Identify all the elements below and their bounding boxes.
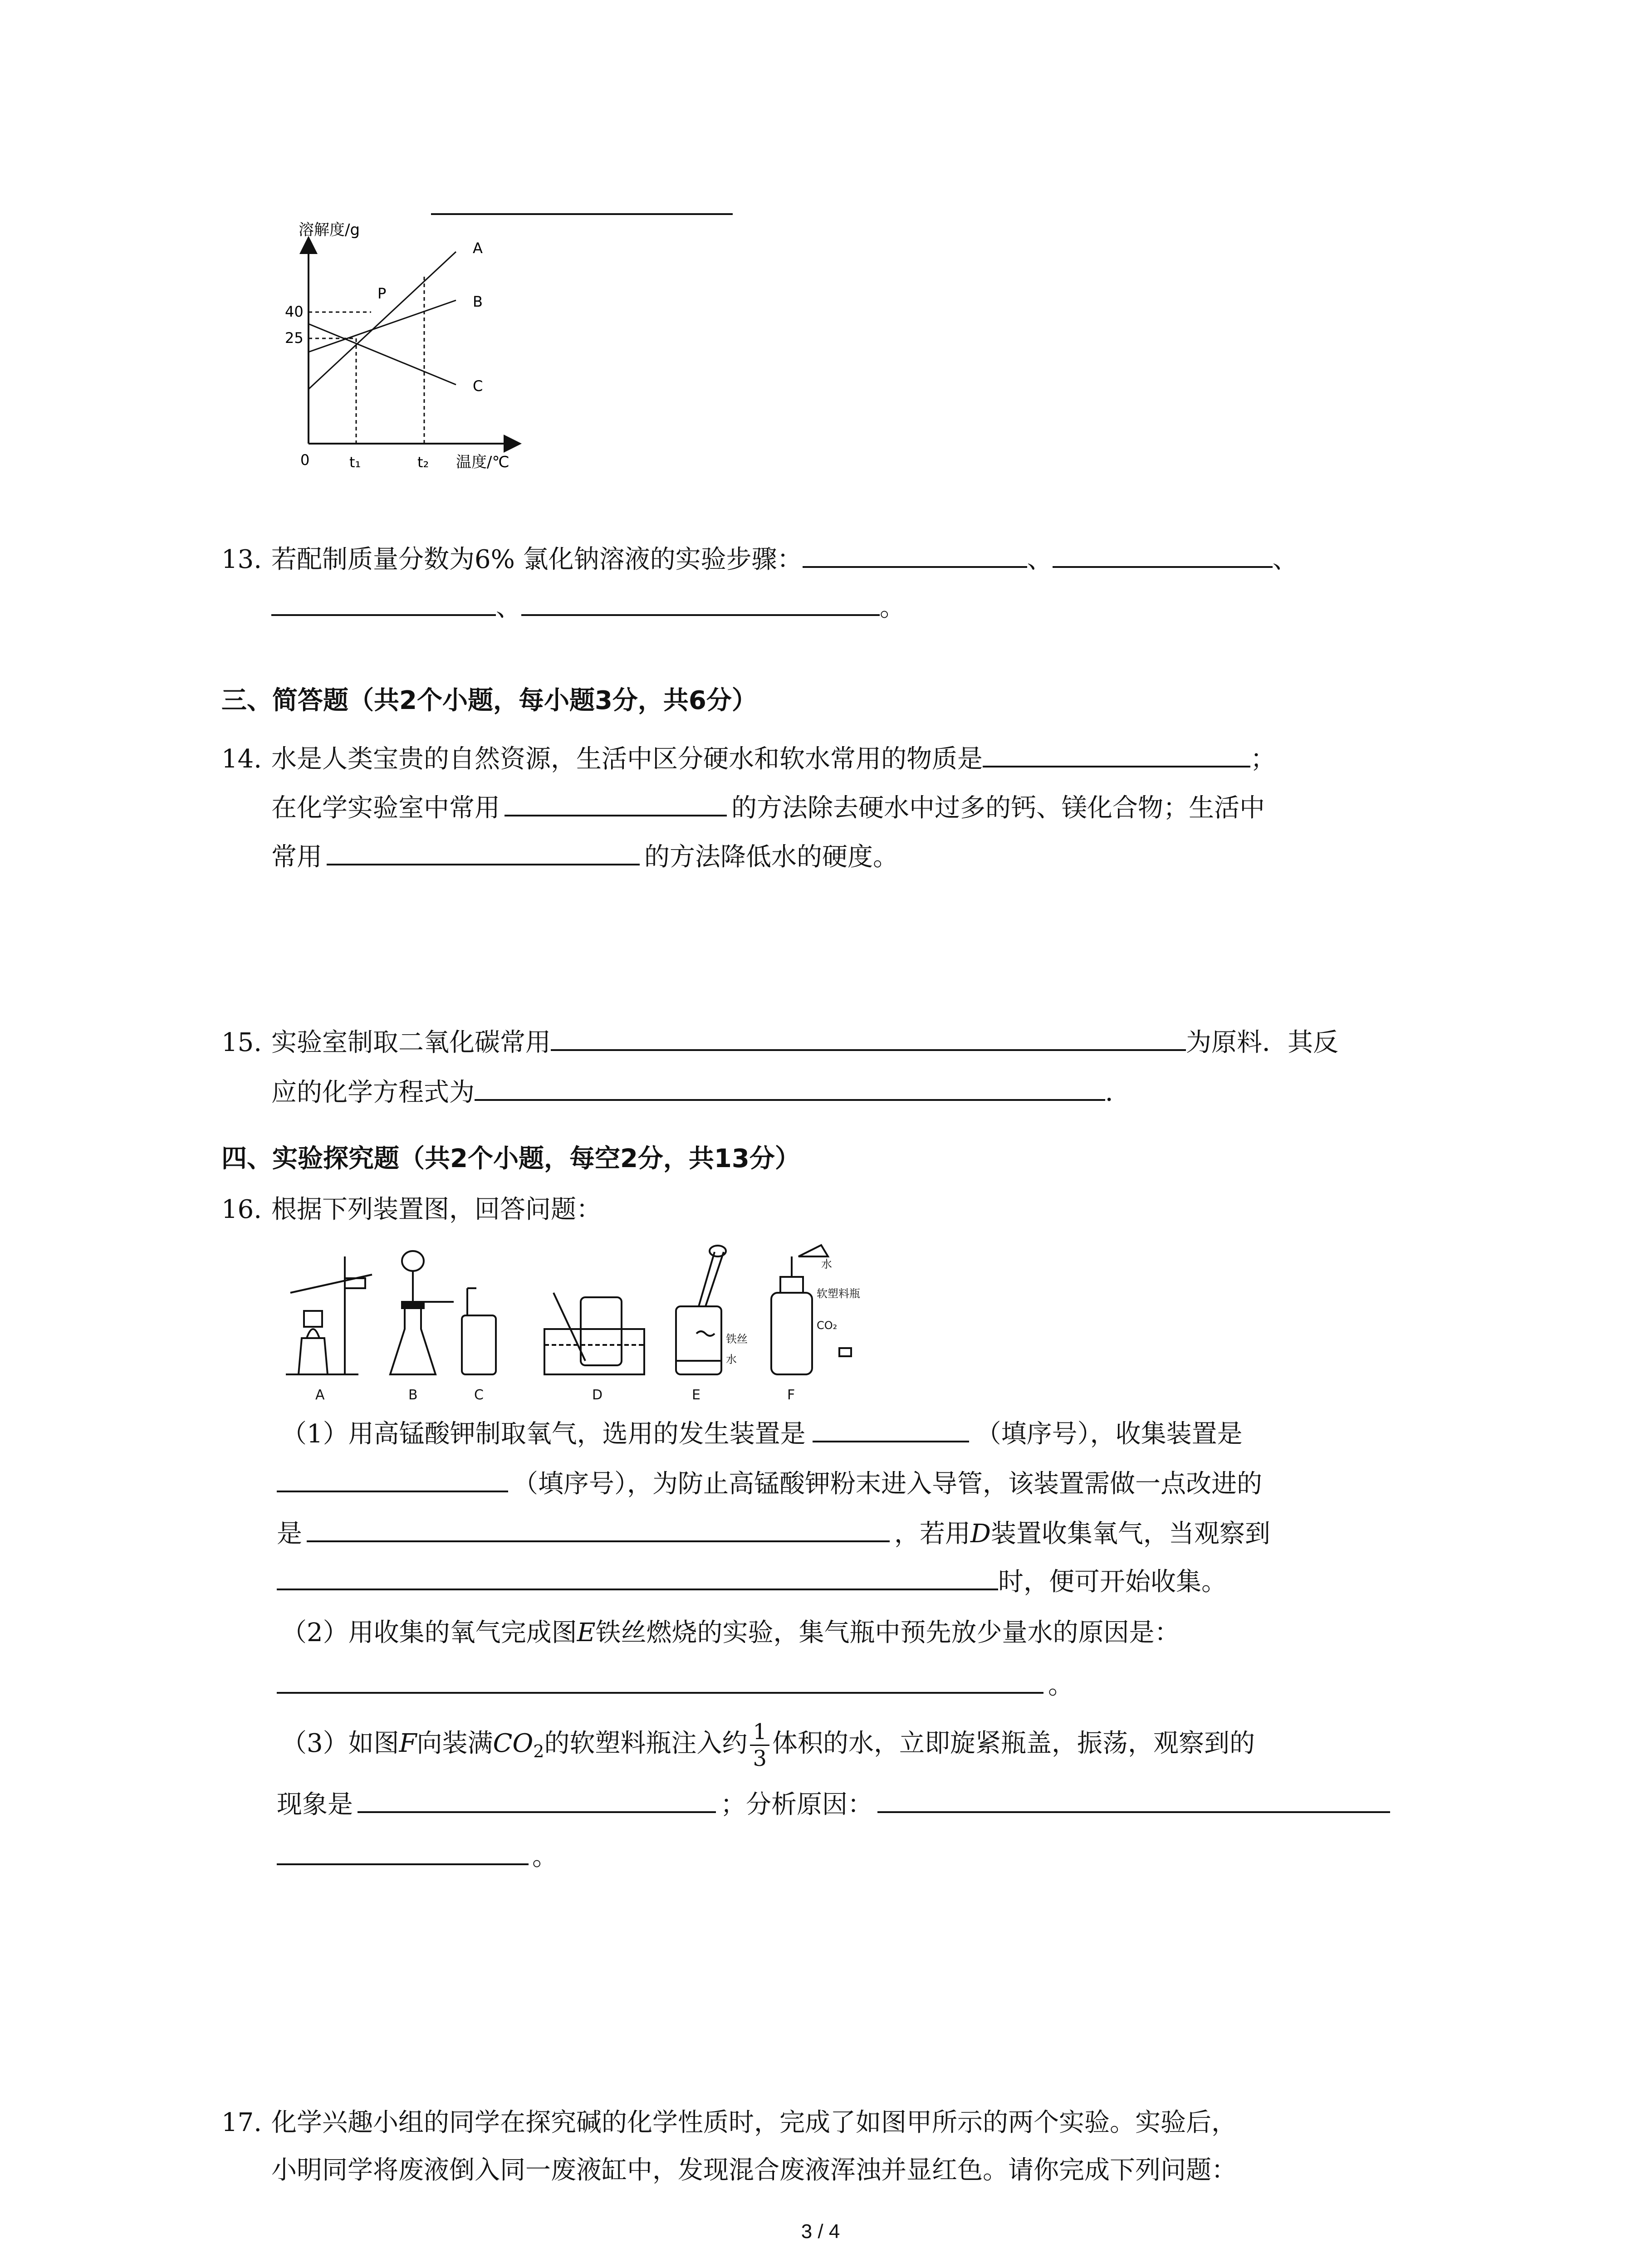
solubility-graph bbox=[281, 213, 535, 485]
y-axis-label: 溶解度/g bbox=[299, 221, 360, 239]
q16-blank-5[interactable] bbox=[277, 1666, 1043, 1694]
q15-line2: 应的化学方程式为 ． bbox=[271, 1073, 1131, 1111]
q13-blank-1[interactable] bbox=[803, 540, 1027, 568]
f-label-water: 水 bbox=[821, 1258, 832, 1271]
q13-blank-4[interactable] bbox=[521, 588, 880, 616]
section-4-title: 四、实验探究题（共2个小题，每空2分，共13分） bbox=[221, 1144, 800, 1173]
q16-intro: 16. 根据下列装置图，回答问题： bbox=[221, 1192, 602, 1228]
app-label-c: C bbox=[474, 1387, 484, 1403]
e-label-iron: 铁丝 bbox=[726, 1333, 748, 1345]
app-label-e: E bbox=[692, 1387, 700, 1403]
q17-line1: 17. 化学兴趣小组的同学在探究碱的化学性质时，完成了如图甲所示的两个实验。实验后， bbox=[221, 2105, 1237, 2141]
y-tick-40: 40 bbox=[285, 303, 304, 320]
q16-blank-7[interactable] bbox=[877, 1785, 1390, 1813]
q16-p2-line1: （2）用收集的氧气完成图E铁丝燃烧的实验，集气瓶中预先放少量水的原因是： bbox=[281, 1618, 1180, 1647]
q16-p2-line2: 。 bbox=[277, 1666, 1073, 1704]
section-3-title: 三、简答题（共2个小题，每小题3分，共6分） bbox=[221, 686, 757, 715]
one-third-fraction: $\frac{1}{3}$ bbox=[750, 1719, 769, 1771]
q14-blank-1[interactable] bbox=[983, 739, 1250, 767]
q16-blank-2[interactable] bbox=[277, 1464, 508, 1492]
q16-p3-line3: 。 bbox=[277, 1837, 558, 1875]
q13-blank-2[interactable] bbox=[1053, 540, 1273, 568]
point-p-label: P bbox=[377, 285, 387, 302]
page-number: 3 / 4 bbox=[801, 2220, 840, 2243]
q14-number: 14. bbox=[221, 744, 262, 774]
curve-b bbox=[309, 300, 456, 352]
x-tick-t2: t₂ bbox=[417, 454, 429, 471]
q15-blank-1[interactable] bbox=[551, 1023, 1186, 1051]
q16-p3-line1: （3）如图F向装满$CO_2$的软塑料瓶注入约 $\frac{1}{3}$ 体积的水，立即旋紧瓶盖，振荡，观察到的 bbox=[281, 1719, 1255, 1771]
x-axis-label: 温度/℃ bbox=[456, 453, 509, 471]
q14-line1: 14. 水是人类宝贵的自然资源，生活中区分硬水和软水常用的物质是 ； bbox=[221, 739, 1276, 777]
q17-line2: 小明同学将废液倒入同一废液缸中，发现混合废液浑浊并显红色。请你完成下列问题： bbox=[271, 2156, 1237, 2185]
q14-blank-3[interactable] bbox=[327, 837, 640, 865]
q16-blank-3[interactable] bbox=[307, 1514, 890, 1542]
app-label-a: A bbox=[315, 1387, 325, 1403]
app-label-b: B bbox=[408, 1387, 418, 1403]
q14-line2: 在化学实验室中常用 的方法除去硬水中过多的钙、镁化合物；生活中 bbox=[271, 788, 1265, 826]
app-label-f: F bbox=[787, 1387, 795, 1403]
q16-p1-line3: 是 ，若用D装置收集氧气，当观察到 bbox=[277, 1514, 1270, 1552]
q14-line3: 常用 的方法降低水的硬度。 bbox=[271, 837, 898, 875]
y-tick-25: 25 bbox=[285, 329, 304, 347]
apparatus-diagram bbox=[277, 1243, 876, 1406]
q16-blank-4[interactable] bbox=[277, 1562, 998, 1590]
q13-line1: 13. 若配制质量分数为6% 氯化钠溶液的实验步骤： 、 、 bbox=[221, 540, 1298, 578]
q15-blank-2[interactable] bbox=[475, 1073, 1105, 1101]
q16-p3-line2: 现象是 ；分析原因： bbox=[277, 1785, 1390, 1823]
e-label-water: 水 bbox=[726, 1353, 737, 1366]
q13-line2: 、 。 bbox=[271, 588, 905, 626]
q15-line1: 15. 实验室制取二氧化碳常用 为原料．其反 bbox=[221, 1023, 1338, 1061]
f-label-co2: CO₂ bbox=[817, 1319, 838, 1332]
q16-p1-line1: （1）用高锰酸钾制取氧气，选用的发生装置是 （填序号），收集装置是 bbox=[281, 1414, 1243, 1452]
q16-number: 16. bbox=[221, 1195, 262, 1224]
curve-b-label: B bbox=[473, 293, 483, 310]
curve-c-label: C bbox=[473, 377, 483, 395]
f-label-bottle: 软塑料瓶 bbox=[817, 1287, 860, 1300]
q15-number: 15. bbox=[221, 1028, 262, 1057]
x-tick-t1: t₁ bbox=[349, 454, 361, 471]
q16-blank-6[interactable] bbox=[358, 1785, 716, 1813]
q16-blank-8[interactable] bbox=[277, 1837, 529, 1865]
q14-blank-2[interactable] bbox=[505, 788, 727, 816]
q16-blank-1[interactable] bbox=[813, 1414, 969, 1442]
q13-blank-3[interactable] bbox=[271, 588, 496, 616]
q17-number: 17. bbox=[221, 2108, 262, 2137]
curve-c bbox=[309, 324, 456, 385]
curve-a bbox=[309, 252, 456, 389]
app-label-d: D bbox=[592, 1387, 603, 1403]
q16-p1-line4: 时，便可开始收集。 bbox=[277, 1562, 1227, 1600]
q16-p1-line2: （填序号），为防止高锰酸钾粉末进入导管，该装置需做一点改进的 bbox=[277, 1464, 1262, 1502]
curve-a-label: A bbox=[473, 240, 483, 257]
origin-label: 0 bbox=[300, 451, 310, 469]
q13-number: 13. bbox=[221, 545, 262, 574]
